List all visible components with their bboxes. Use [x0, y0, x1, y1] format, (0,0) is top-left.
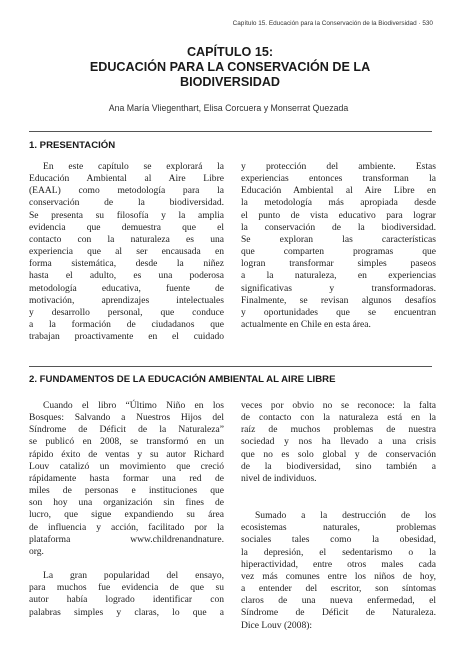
text-line: veces por obvio no se reconoce: la falta [241, 400, 436, 411]
text-line: significativas y transformadoras. [241, 282, 436, 294]
text-line: Se presenta su filosofía y la amplia [29, 209, 224, 221]
running-header: Capítulo 15. Educación para la Conservación de la Biodiversidad · 530 [232, 20, 433, 27]
text-line: se publicó en 2008, se transformó en un [29, 436, 224, 448]
text-line: Síndrome de Déficit de la Naturaleza” [29, 424, 224, 436]
chapter-title-line: EDUCACIÓN PARA LA CONSERVACIÓN DE LA [89, 60, 371, 74]
text-line: metodología educativa, fuente de [29, 282, 224, 294]
text-line: evidencia que demuestra que el [29, 221, 224, 233]
text-line: Louv catalizó un movimiento que creció [29, 460, 224, 472]
text-line: experiencias entonces transforman la [241, 173, 436, 185]
text-line: raíz de muchos problemas de nuestra [241, 424, 436, 436]
paragraph [29, 400, 224, 558]
text-line: para muchos fue evidencia de que su [29, 582, 224, 594]
text-line: y oportunidades que se encuentran [241, 306, 436, 318]
text-line: que comparten programas que [241, 246, 436, 258]
text-line: (EAAL) como metodología para la [29, 185, 224, 197]
text-line: rápido éxito de ventas y su autor Richard [29, 448, 224, 460]
section-heading-fundamentos: 2. FUNDAMENTOS DE LA EDUCACIÓN AMBIENTAL AL AIRE LIBRE [29, 374, 336, 385]
text-line: palabras simples y claras, lo que a [29, 606, 224, 618]
chapter-title-line: CAPÍTULO 15: [186, 45, 274, 59]
text-line: hiperactividad, entre otros males cada [241, 558, 436, 570]
text-line: de la biodiversidad, sino también a [241, 460, 436, 472]
text-line: Educación Ambiental al Aire Libre [29, 173, 224, 185]
text-line: claros de una nueva enfermedad, el [241, 595, 436, 607]
text-line: La gran popularidad del ensayo, [43, 570, 224, 582]
text-line: motivación, aprendizajes intelectuales [29, 294, 224, 306]
text-line: Síndrome de Déficit de Naturaleza. [241, 607, 436, 619]
section2-right-column [241, 400, 436, 632]
text-line: Educación Ambiental al Aire Libre en [241, 185, 436, 197]
chapter-title [40, 45, 420, 90]
text-line: lucro, que sigue expandiendo su área [29, 509, 224, 521]
text-line: trabajan proactivamente en el cuidado [29, 331, 224, 343]
text-line: plataforma www.childrenandnature. [29, 533, 224, 545]
text-line: la depresión, el sedentarismo o la [241, 546, 436, 558]
text-line: miles de personas e instituciones que [29, 485, 224, 497]
text-line: a la naturaleza, en experiencias [241, 270, 436, 282]
text-line: En este capítulo se explorará la [43, 161, 224, 172]
text-line: la conservación de la biodiversidad. [241, 221, 436, 233]
text-line: Dice Louv (2008): [241, 619, 313, 631]
text-line: Se exploran las características [241, 233, 436, 245]
text-line: vez más comunes entre los niños de hoy, [241, 570, 436, 582]
text-line: son hoy una organización sin fines de [29, 497, 224, 509]
text-line: y desarrollo personal, que conduce [29, 306, 224, 318]
text-line: que no es solo global y de conservación [241, 448, 436, 460]
text-line: sociedad y nos ha llevado a una crisis [241, 436, 436, 448]
text-line: a entender del escritor, son síntomas [241, 583, 436, 595]
text-line: Cuando el libro “Último Niño en los [43, 400, 224, 411]
section2-left-column [29, 400, 224, 619]
authors-line: Ana María Vliegenthart, Elisa Corcuera y Monserrat Quezada [108, 103, 349, 113]
text-line: ecosistemas naturales, problemas [241, 522, 436, 534]
section-heading-presentacion: 1. PRESENTACIÓN [29, 140, 116, 151]
section-rule [29, 366, 432, 367]
section1-right-column [241, 161, 436, 331]
text-line: de influencia y acción, facilitado por la [29, 521, 224, 533]
text-line: la metodología más apropiada desde [241, 197, 436, 209]
text-line: rápidamente hasta formar una red de [29, 472, 224, 484]
text-line: Bosques: Salvando a Nuestros Hijos del [29, 412, 224, 424]
paragraph [29, 570, 224, 619]
text-line: hasta el adulto, es una poderosa [29, 270, 224, 282]
text-line: el punto de vista educativo para lograr [241, 209, 436, 221]
section1-left-column [29, 161, 224, 343]
text-line: de contacto con la naturaleza está en la [241, 412, 436, 424]
text-line: contacto con la naturaleza es una [29, 233, 224, 245]
paragraph [241, 161, 436, 331]
text-line: Sumado a la destrucción de los [255, 510, 436, 522]
text-line: a la formación de ciudadanos que [29, 319, 224, 331]
text-line: forma sistemática, desde la niñez [29, 258, 224, 270]
text-line: Finalmente, se revisan algunos desafíos [241, 294, 436, 306]
text-line: sociales tales como la obesidad, [241, 534, 436, 546]
text-line: experiencia que al ser encausada en [29, 246, 224, 258]
section-rule [29, 131, 432, 132]
text-line: conservación de la biodiversidad. [29, 197, 224, 209]
paragraph [241, 510, 436, 632]
text-line: autor había logrado identificar con [29, 594, 224, 606]
text-line: org. [29, 545, 44, 557]
text-line: actualmente en Chile en esta área. [241, 319, 371, 331]
text-line: y protección del ambiente. Estas [241, 161, 436, 172]
chapter-title-line: BIODIVERSIDAD [179, 75, 281, 89]
paragraph [241, 400, 436, 485]
paragraph [29, 161, 224, 343]
text-line: nivel de individuos. [241, 472, 317, 484]
text-line: logran transformar simples paseos [241, 258, 436, 270]
